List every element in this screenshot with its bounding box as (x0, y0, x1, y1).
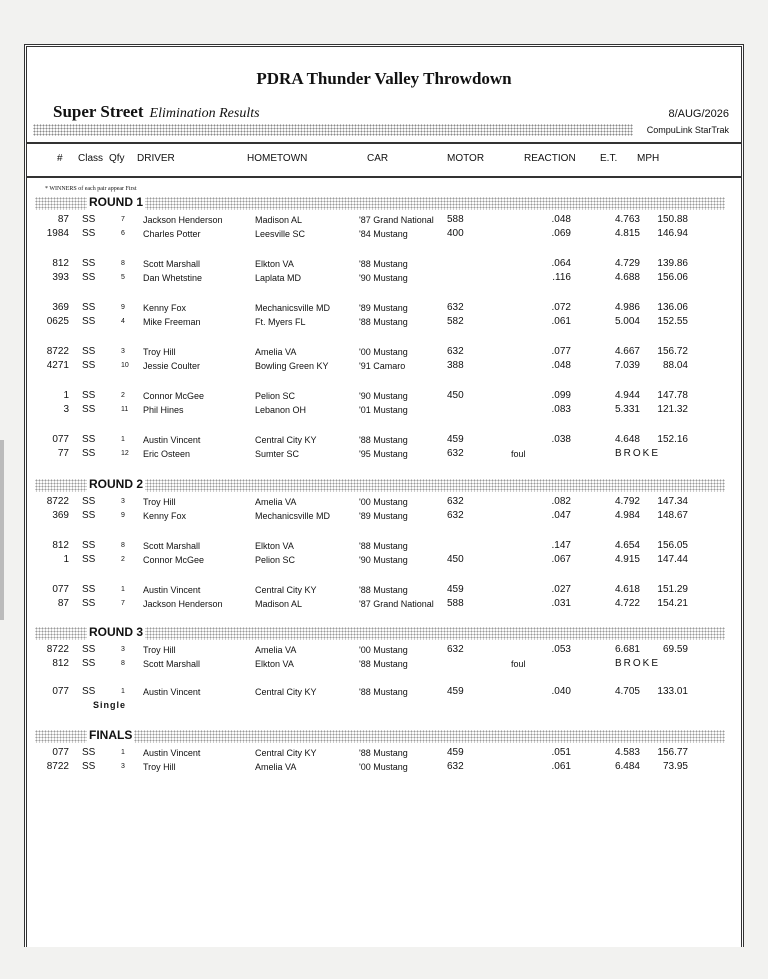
qualifying-position: 9 (121, 304, 125, 311)
round-band (35, 627, 725, 640)
car-model: '88 Mustang (359, 317, 408, 327)
hometown: Pelion SC (255, 391, 296, 401)
trap-speed: 151.29 (657, 584, 688, 595)
result-row (27, 495, 741, 509)
qualifying-position: 9 (121, 512, 125, 519)
winners-note: * WINNERS of each pair appear First (45, 186, 137, 192)
round-label: FINALS (89, 728, 133, 742)
car-number: 8722 (46, 761, 69, 772)
reaction-time: .069 (551, 228, 571, 239)
car-model: '90 Mustang (359, 273, 408, 283)
reaction-time: .083 (551, 404, 571, 415)
reaction-time: .048 (551, 214, 571, 225)
foul-flag: foul (511, 659, 526, 669)
hometown: Sumter SC (255, 449, 300, 459)
broke-flag: BROKE (615, 448, 661, 459)
class-code: SS (82, 554, 96, 565)
hometown: Elkton VA (255, 659, 294, 669)
class-name: Super Street (53, 102, 144, 121)
class-code: SS (82, 346, 96, 357)
header-rule-top (27, 142, 741, 144)
driver-name: Austin Vincent (143, 585, 201, 595)
elapsed-time: 4.618 (614, 584, 640, 595)
qualifying-position: 10 (121, 362, 129, 369)
driver-name: Scott Marshall (143, 259, 201, 269)
trap-speed: 88.04 (662, 360, 688, 371)
car-number: 0625 (46, 316, 69, 327)
motor-size: 459 (447, 747, 464, 758)
result-row (27, 509, 741, 523)
qualifying-position: 3 (121, 498, 125, 505)
qualifying-position: 11 (121, 406, 129, 413)
class-code: SS (82, 434, 96, 445)
col-header-car: CAR (367, 153, 389, 164)
class-code: SS (82, 658, 96, 669)
result-row (27, 359, 741, 373)
car-number: 369 (52, 302, 69, 313)
elapsed-time: 4.763 (614, 214, 640, 225)
car-model: '88 Mustang (359, 541, 408, 551)
hometown: Central City KY (255, 748, 317, 758)
car-model: '89 Mustang (359, 303, 408, 313)
class-code: SS (82, 302, 96, 313)
driver-name: Jackson Henderson (143, 599, 223, 609)
class-code: SS (82, 761, 96, 772)
result-row (27, 553, 741, 567)
header-rule-bottom (27, 176, 741, 178)
hometown: Madison AL (255, 599, 303, 609)
class-code: SS (82, 686, 96, 697)
car-model: '87 Grand National (359, 599, 434, 609)
driver-name: Troy Hill (143, 347, 176, 357)
class-code: SS (82, 448, 96, 459)
car-model: '91 Camaro (359, 361, 406, 371)
driver-name: Troy Hill (143, 762, 176, 772)
car-number: 4271 (46, 360, 69, 371)
reaction-time: .082 (551, 496, 571, 507)
motor-size: 582 (447, 316, 464, 327)
trap-speed: 121.32 (657, 404, 688, 415)
reaction-time: .053 (551, 644, 571, 655)
trap-speed: 156.77 (657, 747, 688, 758)
elapsed-time: 6.681 (614, 644, 640, 655)
motor-size: 459 (447, 584, 464, 595)
car-number: 369 (52, 510, 69, 521)
elapsed-time: 4.915 (614, 554, 640, 565)
result-row (27, 760, 741, 774)
motor-size: 450 (447, 390, 464, 401)
driver-name: Troy Hill (143, 497, 176, 507)
qualifying-position: 8 (121, 542, 125, 549)
driver-name: Troy Hill (143, 645, 176, 655)
hometown: Central City KY (255, 687, 317, 697)
class-code: SS (82, 540, 96, 551)
reaction-time: .067 (551, 554, 571, 565)
class-code: SS (82, 747, 96, 758)
round-label: ROUND 1 (89, 195, 144, 209)
trap-speed: 73.95 (662, 761, 688, 772)
class-code: SS (82, 272, 96, 283)
class-code: SS (82, 510, 96, 521)
result-row (27, 301, 741, 315)
result-row (27, 746, 741, 760)
round-band (35, 197, 725, 210)
reaction-time: .064 (551, 258, 571, 269)
motor-size: 632 (447, 346, 464, 357)
car-number: 077 (52, 434, 69, 445)
driver-name: Jessie Coulter (143, 361, 201, 371)
hometown: Mechanicsville MD (255, 303, 331, 313)
hometown: Amelia VA (255, 497, 297, 507)
motor-size: 632 (447, 302, 464, 313)
hometown: Amelia VA (255, 645, 297, 655)
elapsed-time: 4.792 (614, 496, 640, 507)
trap-speed: 156.06 (657, 272, 688, 283)
result-row (27, 447, 741, 461)
elapsed-time: 4.722 (614, 598, 640, 609)
elapsed-time: 4.705 (614, 686, 640, 697)
elapsed-time: 4.648 (614, 434, 640, 445)
car-number: 812 (52, 540, 69, 551)
trap-speed: 147.78 (657, 390, 688, 401)
col-header-num: # (57, 153, 63, 164)
event-title: PDRA Thunder Valley Throwdown (256, 69, 512, 88)
reaction-time: .061 (551, 316, 571, 327)
car-number: 1984 (46, 228, 69, 239)
class-code: SS (82, 496, 96, 507)
hometown: Central City KY (255, 585, 317, 595)
car-model: '90 Mustang (359, 555, 408, 565)
sponsor-line: CompuLink StarTrak (646, 125, 729, 135)
class-code: SS (82, 404, 96, 415)
result-row (27, 539, 741, 553)
class-code: SS (82, 214, 96, 225)
car-model: '00 Mustang (359, 347, 408, 357)
trap-speed: 133.01 (657, 686, 688, 697)
trap-speed: 147.34 (657, 496, 688, 507)
motor-size: 459 (447, 434, 464, 445)
col-header-driver: DRIVER (137, 153, 175, 164)
result-row (27, 657, 741, 671)
car-model: '01 Mustang (359, 405, 408, 415)
driver-name: Phil Hines (143, 405, 184, 415)
trap-speed: 154.21 (657, 598, 688, 609)
car-model: '88 Mustang (359, 435, 408, 445)
hometown: Madison AL (255, 215, 303, 225)
trap-speed: 148.67 (657, 510, 688, 521)
hometown: Ft. Myers FL (255, 317, 306, 327)
motor-size: 588 (447, 214, 464, 225)
qualifying-position: 5 (121, 274, 125, 281)
event-date: 8/AUG/2026 (668, 108, 729, 120)
result-row (27, 597, 741, 611)
car-model: '95 Mustang (359, 449, 408, 459)
car-model: '88 Mustang (359, 259, 408, 269)
result-row (27, 433, 741, 447)
elapsed-time: 5.004 (614, 316, 640, 327)
qualifying-position: 1 (121, 688, 125, 695)
hometown: Leesville SC (255, 229, 306, 239)
reaction-time: .099 (551, 390, 571, 401)
result-row (27, 583, 741, 597)
hometown: Lebanon OH (255, 405, 307, 415)
trap-speed: 147.44 (657, 554, 688, 565)
qualifying-position: 1 (121, 436, 125, 443)
qualifying-position: 2 (121, 556, 125, 563)
reaction-time: .031 (551, 598, 571, 609)
trap-speed: 69.59 (662, 644, 688, 655)
car-model: '87 Grand National (359, 215, 434, 225)
elapsed-time: 4.944 (614, 390, 640, 401)
car-model: '88 Mustang (359, 748, 408, 758)
result-row (27, 345, 741, 359)
elapsed-time: 4.729 (614, 258, 640, 269)
driver-name: Jackson Henderson (143, 215, 223, 225)
reaction-time: .047 (551, 510, 571, 521)
result-row (27, 389, 741, 403)
foul-flag: foul (511, 449, 526, 459)
result-row (27, 271, 741, 285)
driver-name: Connor McGee (143, 555, 205, 565)
elapsed-time: 4.583 (614, 747, 640, 758)
class-code: SS (82, 360, 96, 371)
car-number: 1 (63, 554, 69, 565)
reaction-time: .147 (551, 540, 571, 551)
elapsed-time: 5.331 (614, 404, 640, 415)
hometown: Elkton VA (255, 259, 294, 269)
motor-size: 632 (447, 510, 464, 521)
elapsed-time: 4.815 (614, 228, 640, 239)
header-dot-band (33, 124, 633, 136)
class-code: SS (82, 598, 96, 609)
car-number: 393 (52, 272, 69, 283)
driver-name: Eric Osteen (143, 449, 191, 459)
elapsed-time: 4.667 (614, 346, 640, 357)
trap-speed: 152.55 (657, 316, 688, 327)
result-row (27, 685, 741, 699)
event-class-heading (53, 102, 260, 122)
motor-size: 632 (447, 496, 464, 507)
trap-speed: 156.05 (657, 540, 688, 551)
qualifying-position: 1 (121, 749, 125, 756)
reaction-time: .116 (552, 272, 571, 283)
hometown: Mechanicsville MD (255, 511, 331, 521)
results-sheet (24, 44, 744, 947)
qualifying-position: 2 (121, 392, 125, 399)
result-row (27, 257, 741, 271)
class-code: SS (82, 228, 96, 239)
car-number: 3 (63, 404, 69, 415)
elapsed-time: 6.484 (614, 761, 640, 772)
round-band (35, 479, 725, 492)
col-header-mph: MPH (637, 153, 660, 164)
car-number: 077 (52, 747, 69, 758)
qualifying-position: 3 (121, 646, 125, 653)
reaction-time: .040 (551, 686, 571, 697)
motor-size: 400 (447, 228, 464, 239)
round-band (35, 730, 725, 743)
driver-name: Austin Vincent (143, 687, 201, 697)
result-row (27, 403, 741, 417)
reaction-time: .051 (551, 747, 571, 758)
reaction-time: .072 (551, 302, 571, 313)
hometown: Pelion SC (255, 555, 296, 565)
car-model: '84 Mustang (359, 229, 408, 239)
class-code: SS (82, 390, 96, 401)
car-number: 87 (57, 598, 69, 609)
car-number: 077 (52, 686, 69, 697)
driver-name: Kenny Fox (143, 511, 187, 521)
qualifying-position: 12 (121, 450, 129, 457)
class-code: SS (82, 258, 96, 269)
col-header-reaction: REACTION (524, 153, 576, 164)
broke-flag: BROKE (615, 658, 661, 669)
qualifying-position: 3 (121, 763, 125, 770)
trap-speed: 152.16 (657, 434, 688, 445)
col-header-hometown: HOMETOWN (247, 153, 308, 164)
qualifying-position: 1 (121, 586, 125, 593)
motor-size: 450 (447, 554, 464, 565)
car-number: 8722 (46, 346, 69, 357)
hometown: Bowling Green KY (255, 361, 329, 371)
driver-name: Austin Vincent (143, 435, 201, 445)
hometown: Laplata MD (255, 273, 302, 283)
trap-speed: 150.88 (657, 214, 688, 225)
elapsed-time: 4.986 (614, 302, 640, 313)
elapsed-time: 4.688 (614, 272, 640, 283)
result-row (27, 227, 741, 241)
car-number: 077 (52, 584, 69, 595)
reaction-time: .048 (551, 360, 571, 371)
car-model: '88 Mustang (359, 687, 408, 697)
result-row (27, 213, 741, 227)
motor-size: 632 (447, 761, 464, 772)
car-number: 87 (57, 214, 69, 225)
reaction-time: .061 (551, 761, 571, 772)
qualifying-position: 7 (121, 216, 125, 223)
car-number: 77 (57, 448, 69, 459)
car-model: '88 Mustang (359, 659, 408, 669)
trap-speed: 156.72 (657, 346, 688, 357)
driver-name: Scott Marshall (143, 541, 201, 551)
elapsed-time: 4.984 (614, 510, 640, 521)
reaction-time: .027 (551, 584, 571, 595)
car-model: '00 Mustang (359, 497, 408, 507)
car-model: '00 Mustang (359, 762, 408, 772)
motor-size: 588 (447, 598, 464, 609)
motor-size: 632 (447, 644, 464, 655)
trap-speed: 136.06 (657, 302, 688, 313)
col-header-qfy: Qfy (109, 153, 125, 164)
elapsed-time: 4.654 (614, 540, 640, 551)
qualifying-position: 7 (121, 600, 125, 607)
driver-name: Connor McGee (143, 391, 205, 401)
driver-name: Mike Freeman (143, 317, 201, 327)
results-subtitle: Elimination Results (149, 106, 260, 121)
car-number: 812 (52, 258, 69, 269)
car-number: 812 (52, 658, 69, 669)
col-header-et: E.T. (600, 153, 618, 164)
hometown: Elkton VA (255, 541, 294, 551)
car-model: '00 Mustang (359, 645, 408, 655)
round-label: ROUND 3 (89, 625, 144, 639)
driver-name: Charles Potter (143, 229, 201, 239)
car-number: 8722 (46, 644, 69, 655)
hometown: Central City KY (255, 435, 317, 445)
elapsed-time: 7.039 (614, 360, 640, 371)
driver-name: Kenny Fox (143, 303, 187, 313)
hometown: Amelia VA (255, 762, 297, 772)
single-run-label: Single (93, 700, 127, 710)
class-code: SS (82, 584, 96, 595)
class-code: SS (82, 644, 96, 655)
col-header-motor: MOTOR (447, 153, 485, 164)
qualifying-position: 4 (121, 318, 125, 325)
result-row (27, 315, 741, 329)
hometown: Amelia VA (255, 347, 297, 357)
trap-speed: 146.94 (657, 228, 688, 239)
motor-size: 388 (447, 360, 464, 371)
motor-size: 632 (447, 448, 464, 459)
scan-edge-mark (0, 440, 4, 620)
col-header-class: Class (78, 153, 104, 164)
car-model: '89 Mustang (359, 511, 408, 521)
car-model: '90 Mustang (359, 391, 408, 401)
class-code: SS (82, 316, 96, 327)
driver-name: Austin Vincent (143, 748, 201, 758)
reaction-time: .077 (551, 346, 571, 357)
trap-speed: 139.86 (657, 258, 688, 269)
car-model: '88 Mustang (359, 585, 408, 595)
reaction-time: .038 (551, 434, 571, 445)
qualifying-position: 3 (121, 348, 125, 355)
driver-name: Scott Marshall (143, 659, 201, 669)
motor-size: 459 (447, 686, 464, 697)
car-number: 1 (63, 390, 69, 401)
qualifying-position: 8 (121, 660, 125, 667)
round-label: ROUND 2 (89, 477, 144, 491)
result-row (27, 643, 741, 657)
driver-name: Dan Whetstine (143, 273, 203, 283)
car-number: 8722 (46, 496, 69, 507)
qualifying-position: 8 (121, 260, 125, 267)
qualifying-position: 6 (121, 230, 125, 237)
